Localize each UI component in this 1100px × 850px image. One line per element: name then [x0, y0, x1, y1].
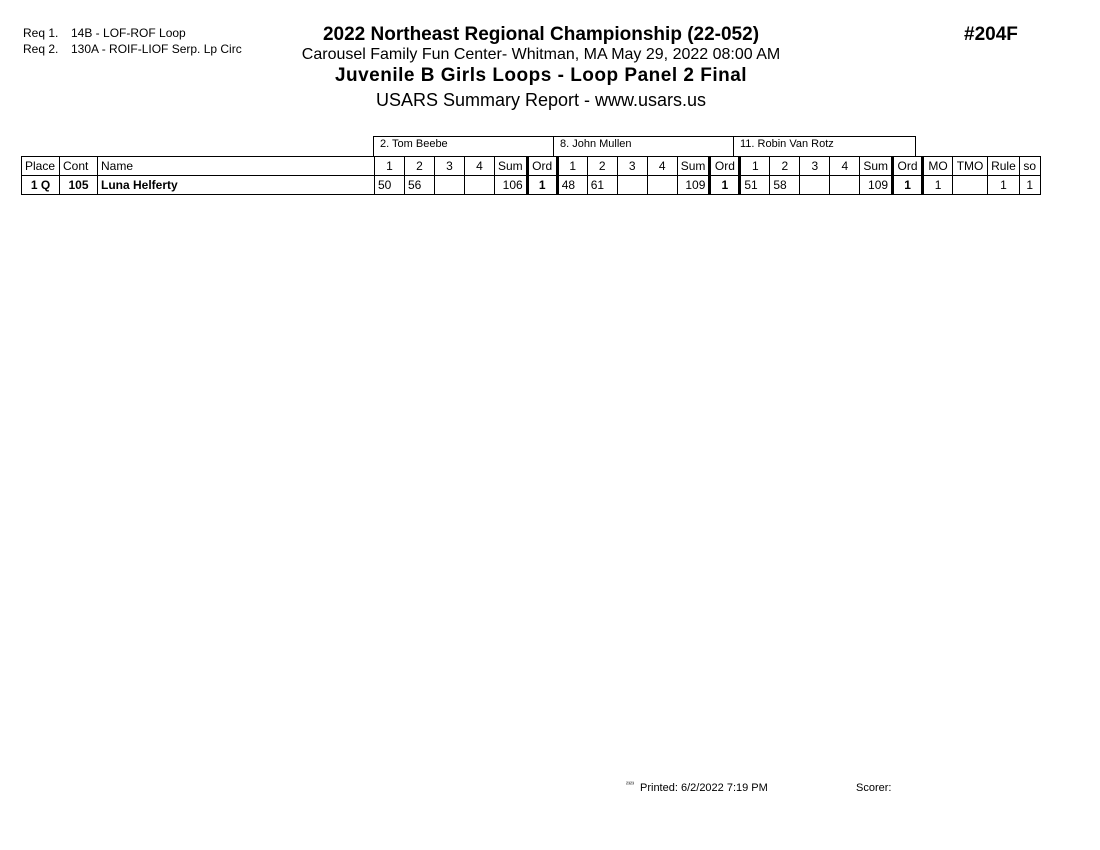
- event-name: Juvenile B Girls Loops - Loop Panel 2 Final: [334, 65, 748, 86]
- mo-cell: 1: [923, 176, 953, 195]
- col-judge1-score3: 3: [435, 157, 465, 176]
- col-judge3-score3: 3: [800, 157, 830, 176]
- results-table: [21, 156, 1041, 195]
- col-judge3-score4: 4: [830, 157, 860, 176]
- printed-timestamp: [626, 782, 768, 794]
- judge1-score3-cell: [435, 176, 465, 195]
- judge3-score2-cell: 58: [770, 176, 800, 195]
- judge-header-3: 11. Robin Van Rotz: [733, 136, 916, 156]
- col-judge1-score1: 1: [375, 157, 405, 176]
- tmo-cell: [953, 176, 988, 195]
- col-judge1-score4: 4: [465, 157, 495, 176]
- requirement-text: 130A - ROIF-LIOF Serp. Lp Circ: [71, 42, 242, 56]
- col-mo: MO: [923, 157, 953, 176]
- judge3-sum-cell: 109: [860, 176, 893, 195]
- requirement-number: Req 2.: [23, 42, 59, 56]
- judge2-sum-cell: 109: [677, 176, 710, 195]
- judge2-score3-cell: [617, 176, 647, 195]
- col-judge3-ord: Ord: [893, 157, 923, 176]
- judge3-score1-cell: 51: [740, 176, 770, 195]
- judge-header-2: 8. John Mullen: [553, 136, 734, 156]
- so-cell: 1: [1019, 176, 1040, 195]
- judge1-score2-cell: 56: [405, 176, 435, 195]
- requirement-text: 14B - LOF-ROF Loop: [71, 26, 186, 40]
- table-row: [22, 176, 1041, 195]
- col-judge2-score3: 3: [617, 157, 647, 176]
- judge1-score4-cell: [465, 176, 495, 195]
- footer-mark: ²³²³: [626, 782, 634, 788]
- col-tmo: TMO: [953, 157, 988, 176]
- judge1-score1-cell: 50: [375, 176, 405, 195]
- judge2-score1-cell: 48: [557, 176, 587, 195]
- judge1-sum-cell: 106: [495, 176, 528, 195]
- judge2-score2-cell: 61: [587, 176, 617, 195]
- col-judge2-score2: 2: [587, 157, 617, 176]
- col-judge3-sum: Sum: [860, 157, 893, 176]
- skater-name-cell: Luna Helferty: [98, 176, 375, 195]
- judge2-score4-cell: [647, 176, 677, 195]
- requirement-number: Req 1.: [23, 26, 59, 40]
- col-judge3-score1: 1: [740, 157, 770, 176]
- col-judge2-ord: Ord: [710, 157, 740, 176]
- competition-title: 2022 Northeast Regional Championship (22-052): [322, 24, 760, 45]
- col-judge1-ord: Ord: [527, 157, 557, 176]
- judge3-ord-cell: 1: [893, 176, 923, 195]
- col-judge2-score1: 1: [557, 157, 587, 176]
- cont-cell: 105: [60, 176, 98, 195]
- col-cont: Cont: [60, 157, 98, 176]
- col-judge2-sum: Sum: [677, 157, 710, 176]
- place-cell: 1 Q: [22, 176, 60, 195]
- judge3-score3-cell: [800, 176, 830, 195]
- printed-text: Printed: 6/2/2022 7:19 PM: [640, 782, 768, 794]
- col-so: so: [1019, 157, 1040, 176]
- col-rule: Rule: [988, 157, 1020, 176]
- report-title: USARS Summary Report - www.usars.us: [375, 90, 707, 110]
- venue-date: Carousel Family Fun Center- Whitman, MA May 29, 2022 08:00 AM: [301, 46, 781, 63]
- col-judge3-score2: 2: [770, 157, 800, 176]
- judge-header-1: 2. Tom Beebe: [373, 136, 554, 156]
- table-header-row: [22, 157, 1041, 176]
- requirement-1: [23, 26, 186, 40]
- judge3-score4-cell: [830, 176, 860, 195]
- judge1-ord-cell: 1: [527, 176, 557, 195]
- judge2-ord-cell: 1: [710, 176, 740, 195]
- col-judge2-score4: 4: [647, 157, 677, 176]
- scorer-label: Scorer:: [856, 782, 892, 794]
- col-judge1-sum: Sum: [495, 157, 528, 176]
- requirement-2: [23, 42, 242, 56]
- col-judge1-score2: 2: [405, 157, 435, 176]
- rule-cell: 1: [988, 176, 1020, 195]
- col-name: Name: [98, 157, 375, 176]
- event-number: #204F: [964, 24, 1018, 45]
- col-place: Place: [22, 157, 60, 176]
